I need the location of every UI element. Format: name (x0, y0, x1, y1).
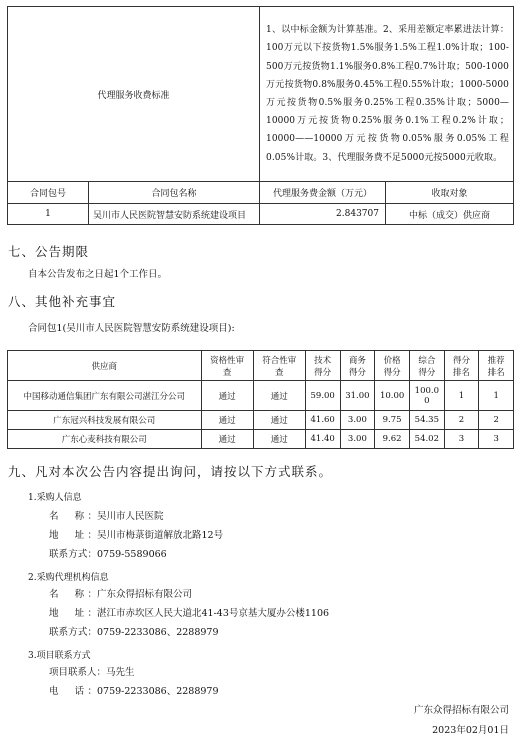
buyer-addr: 吴川市梅菉街道解放北路12号 (97, 530, 224, 541)
score-header-recommend-rank: 推荐排名 (479, 351, 514, 381)
project-tel-label: 电 话： (49, 686, 97, 697)
score-rank: 1 (444, 381, 479, 411)
score-price: 10.00 (375, 381, 410, 411)
score-qualification: 通过 (201, 430, 253, 449)
project-tel: 0759-2233086、2288979 (97, 686, 219, 697)
agency-name-label: 名 称： (49, 589, 97, 600)
score-supplier: 中国移动通信集团广东有限公司湛江分公司 (8, 381, 202, 411)
score-supplier: 广东冠兴科技发展有限公司 (8, 411, 202, 430)
signature-date: 2023年02月01日 (432, 725, 509, 736)
score-qualification: 通过 (201, 381, 253, 411)
score-header-tech: 技术得分 (305, 351, 340, 381)
recommend-rank: 2 (479, 411, 514, 430)
buyer-info (43, 507, 223, 564)
score-price: 9.62 (375, 430, 410, 449)
fee-text: 1、以中标金额为计算基准。2、采用差额定率累进法计算：100万元以下按货物1.5%服务1.5%工程1.0%计取；100-500万元按货物1.1%服务0.8%工程0.7%计取；500-1000万元按货物0.8%服务0.45%工程0.55%计取；1000-5000万元按货物0.5%服务0.25%工程0.35%计取；5000—10000万元按货物0.25%服务0.1%工程0.2%计取；10000——10000万元按货物0.05%服务0.05%工程0.05%计取。3、代理服务费不足5000元按5000元收取。 (260, 7, 514, 182)
buyer-name-label: 名 称： (49, 511, 97, 522)
project-person-label: 项目联系人： (49, 667, 107, 678)
score-qualification: 通过 (201, 411, 253, 430)
fee-header-package-no: 合同包号 (8, 182, 89, 204)
score-total: 54.02 (409, 430, 444, 449)
score-conformity: 通过 (253, 430, 305, 449)
project-info (43, 663, 219, 701)
table-row (8, 381, 514, 411)
project-person: 马先生 (106, 667, 135, 678)
fee-header-package-name: 合同包名称 (89, 182, 260, 204)
recommend-rank: 3 (479, 430, 514, 449)
score-business: 3.00 (340, 430, 375, 449)
score-header-price: 价格得分 (375, 351, 410, 381)
score-header-score-rank: 得分排名 (444, 351, 479, 381)
score-header-business: 商务得分 (340, 351, 375, 381)
fee-label: 代理服务收费标准 (8, 7, 260, 182)
score-conformity: 通过 (253, 411, 305, 430)
score-header-conformity: 符合性审查 (253, 351, 305, 381)
score-header-total: 综合得分 (409, 351, 444, 381)
score-tech: 41.40 (305, 430, 340, 449)
buyer-tel-label: 联系方式： (49, 549, 97, 560)
buyer-heading: 1.采购人信息 (28, 493, 82, 503)
score-tech: 41.60 (305, 411, 340, 430)
score-header-qualification: 资格性审查 (201, 351, 253, 381)
section7-title: 七、公告期限 (8, 244, 90, 259)
score-conformity: 通过 (253, 381, 305, 411)
score-supplier: 广东心麦科技有限公司 (8, 430, 202, 449)
table-row (8, 430, 514, 449)
section8-text: 合同包1(吴川市人民医院智慧安防系统建设项目): (28, 323, 235, 334)
table-row (8, 411, 514, 430)
agency-name: 广东众得招标有限公司 (97, 589, 193, 600)
agency-info (43, 585, 329, 642)
signature-company: 广东众得招标有限公司 (413, 705, 509, 716)
agency-addr-label: 地 址： (49, 608, 97, 619)
score-business: 31.00 (340, 381, 375, 411)
fee-header-amount: 代理服务费金额（万元） (260, 182, 386, 204)
buyer-tel: 0759-5589066 (97, 549, 167, 560)
agency-heading: 2.采购代理机构信息 (28, 573, 109, 583)
score-header-supplier: 供应商 (8, 351, 202, 381)
buyer-addr-label: 地 址： (49, 530, 97, 541)
score-total: 100.00 (409, 381, 444, 411)
fee-header-payer: 收取对象 (386, 182, 514, 204)
score-business: 3.00 (340, 411, 375, 430)
fee-cell-package-name: 吴川市人民医院智慧安防系统建设项目 (89, 204, 260, 225)
score-tech: 59.00 (305, 381, 340, 411)
score-rank: 2 (444, 411, 479, 430)
section8-title: 八、其他补充事宜 (8, 294, 117, 309)
fee-cell-package-no: 1 (8, 204, 89, 225)
fee-cell-amount: 2.843707 (260, 204, 386, 225)
project-heading: 3.项目联系方式 (28, 651, 91, 661)
score-table (7, 350, 514, 449)
agency-tel-label: 联系方式： (49, 627, 97, 638)
fee-cell-payer: 中标（成交）供应商 (386, 204, 514, 225)
score-total: 54.35 (409, 411, 444, 430)
section7-text: 自本公告发布之日起1个工作日。 (28, 269, 168, 280)
fee-table (7, 6, 514, 225)
buyer-name: 吴川市人民医院 (97, 511, 164, 522)
agency-tel: 0759-2233086、2288979 (97, 627, 219, 638)
section9-title: 九、凡对本次公告内容提出询问，请按以下方式联系。 (8, 464, 333, 479)
score-price: 9.75 (375, 411, 410, 430)
score-rank: 3 (444, 430, 479, 449)
agency-addr: 湛江市赤坎区人民大道北41-43号京基大厦办公楼1106 (97, 608, 330, 619)
recommend-rank: 1 (479, 381, 514, 411)
